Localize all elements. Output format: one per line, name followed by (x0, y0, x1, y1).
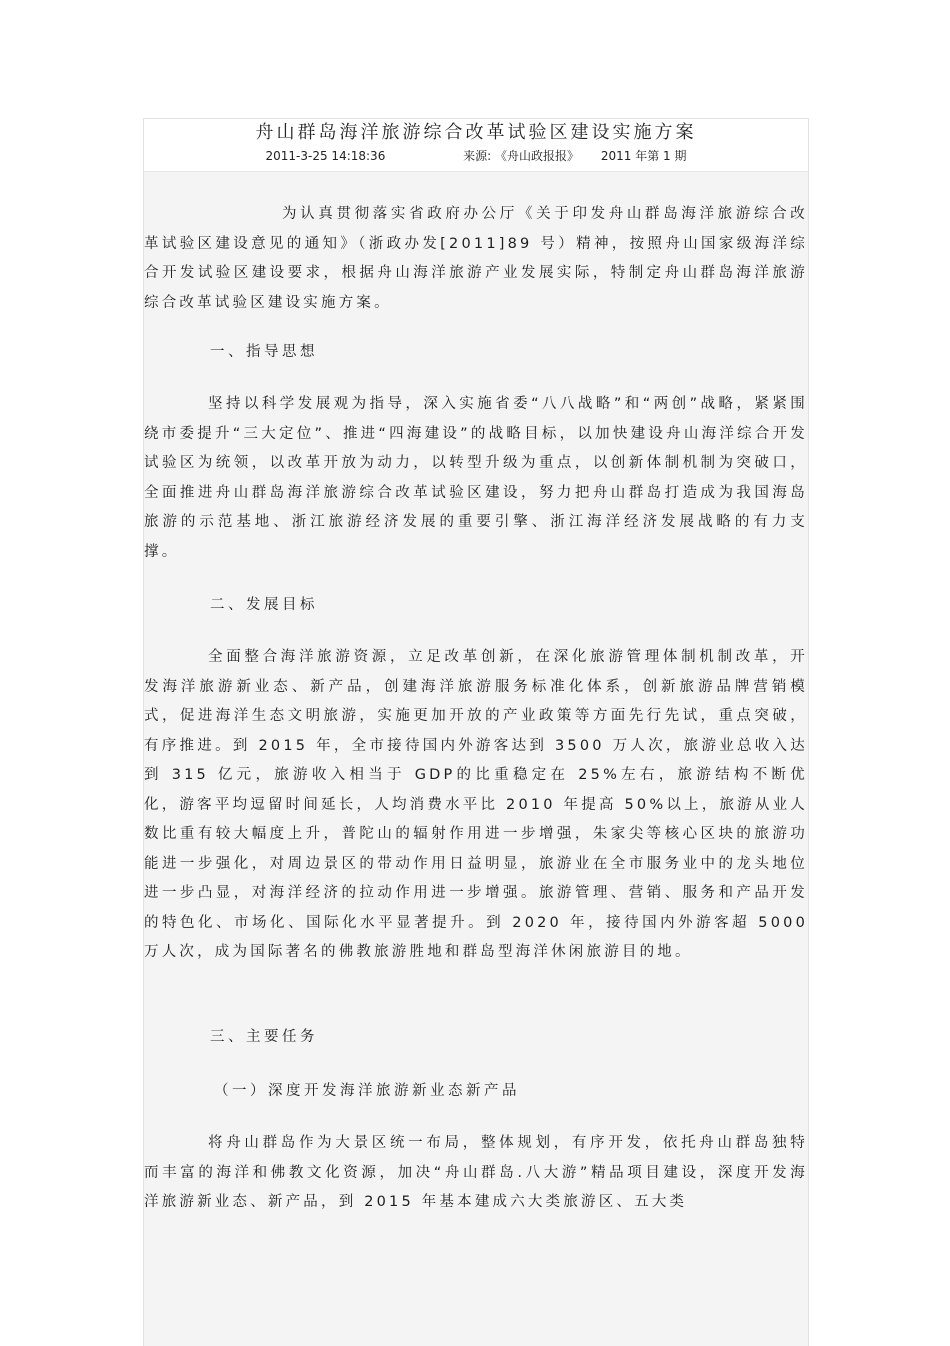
products-paragraph: 将舟山群岛作为大景区统一布局，整体规划，有序开发，依托舟山群岛独特而丰富的海洋和佛教文化资源，加决“舟山群岛.八大游”精品项目建设，深度开发海洋旅游新业态、新产品，到 2015 年基本建成六大类旅游区、五大类 (144, 1135, 808, 1210)
page-title: 舟山群岛海洋旅游综合改革试验区建设实施方案 (255, 122, 697, 143)
section-heading-tasks: 三、主要任务 (210, 1029, 318, 1045)
article-source: 来源: 《舟山政报报》 (463, 149, 580, 163)
issue-number: 2011 年第 1 期 (600, 149, 687, 163)
intro-paragraph: 为认真贯彻落实省政府办公厅《关于印发舟山群岛海洋旅游综合改革试验区建设意见的通知》（浙政办发[2011]89 号）精神，按照舟山国家级海洋综合开发试验区建设要求，根据舟山海洋旅游产业发展实际，特制定舟山群岛海洋旅游综合改革试验区建设实施方案。 (144, 206, 808, 311)
article-header (144, 119, 808, 172)
section-heading-goals: 二、发展目标 (210, 597, 318, 613)
article-body (144, 172, 808, 1346)
guiding-paragraph: 坚持以科学发展观为指导，深入实施省委“八八战略”和“两创”战略，紧紧围绕市委提升“三大定位”、推进“四海建设”的战略目标，以加快建设舟山海洋综合开发试验区为统领，以改革开放为动力，以转型升级为重点，以创新体制机制为突破口，全面推进舟山群岛海洋旅游综合改革试验区建设，努力把舟山群岛打造成为我国海岛旅游的示范基地、浙江旅游经济发展的重要引擎、浙江海洋经济发展战略的有力支撑。 (144, 396, 808, 560)
goals-paragraph: 全面整合海洋旅游资源，立足改革创新，在深化旅游管理体制机制改革，开发海洋旅游新业态、新产品，创建海洋旅游服务标准化体系，创新旅游品牌营销模式，促进海洋生态文明旅游，实施更加开放的产业政策等方面先行先试，重点突破，有序推进。到 2015 年，全市接待国内外游客达到 3500 万人次，旅游业总收入达到 315 亿元，旅游收入相当于 GDP的比重稳定在 25%左右，旅游结构不断优化，游客平均逗留时间延长，人均消费水平比 2010 年提高 50%以上，旅游从业人数比重有较大幅度上升，普陀山的辐射作用进一步增强，朱家尖等核心区块的旅游功能进一步强化，对周边景区的带动作用日益明显，旅游业在全市服务业中的龙头地位进一步凸显，对海洋经济的拉动作用进一步增强。旅游管理、营销、服务和产品开发的特色化、市场化、国际化水平显著提升。到 2020 年，接待国内外游客超 5000 万人次，成为国际著名的佛教旅游胜地和群岛型海洋休闲旅游目的地。 (144, 649, 808, 960)
section-heading-guiding: 一、指导思想 (210, 344, 318, 360)
article-container (143, 118, 809, 1346)
subsection-heading-products: （一）深度开发海洋旅游新业态新产品 (214, 1083, 520, 1099)
publish-date: 2011-3-25 14:18:36 (265, 149, 386, 163)
article-meta (144, 148, 808, 164)
